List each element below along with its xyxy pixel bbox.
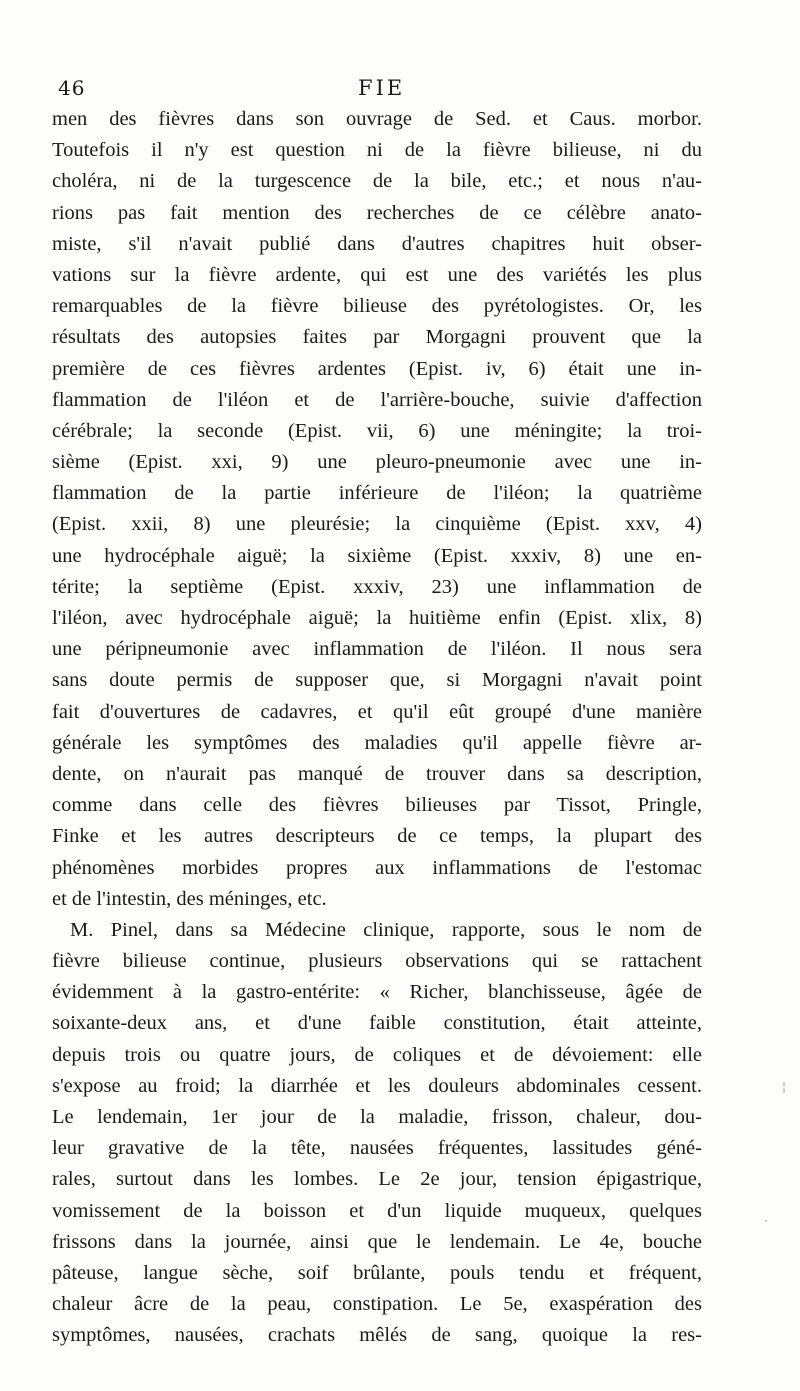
text-line: une hydrocéphale aiguë; la sixième (Epist. xxxiv, 8) une en-	[52, 544, 702, 567]
text-line: chaleur âcre de la peau, constipation. Le 5e, exaspération des	[52, 1293, 702, 1316]
text-line: M. Pinel, dans sa Médecine clinique, rapporte, sous le nom de	[70, 918, 702, 941]
text-line: flammation de la partie inférieure de l'iléon; la quatrième	[52, 482, 702, 505]
text-line: rions pas fait mention des recherches de ce célèbre anato-	[52, 201, 702, 224]
text-line: sans doute permis de supposer que, si Morgagni n'avait point	[52, 669, 702, 692]
text-line: dente, on n'aurait pas manqué de trouver dans sa description,	[52, 762, 702, 785]
text-line: Finke et les autres descripteurs de ce temps, la plupart des	[52, 825, 702, 848]
text-line: Toutefois il n'y est question ni de la fièvre bilieuse, ni du	[52, 139, 702, 162]
text-line: fièvre bilieuse continue, plusieurs observations qui se rattachent	[52, 950, 702, 973]
scan-speck: ·	[764, 1214, 768, 1228]
text-line: phénomènes morbides propres aux inflammations de l'estomac	[52, 856, 702, 879]
text-line: cérébrale; la seconde (Epist. vii, 6) une méningite; la troi-	[52, 419, 702, 442]
text-line: depuis trois ou quatre jours, de coliques et de dévoiement: elle	[52, 1043, 702, 1066]
scan-speck: ¦	[782, 1080, 787, 1094]
text-line: flammation de l'iléon et de l'arrière-bouche, suivie d'affection	[52, 388, 702, 411]
text-line: évidemment à la gastro-entérite: « Richer, blanchisseuse, âgée de	[52, 981, 702, 1004]
text-line: vations sur la fièvre ardente, qui est une des variétés les plus	[52, 263, 702, 286]
page-header	[58, 76, 698, 106]
page-number: 46	[58, 76, 86, 100]
text-line: choléra, ni de la turgescence de la bile, etc.; et nous n'au-	[52, 170, 702, 193]
text-line: générale les symptômes des maladies qu'il appelle fièvre ar-	[52, 731, 702, 754]
text-line: remarquables de la fièvre bilieuse des pyrétologistes. Or, les	[52, 295, 702, 318]
text-line: l'iléon, avec hydrocéphale aiguë; la huitième enfin (Epist. xlix, 8)	[52, 607, 702, 629]
text-line: sième (Epist. xxi, 9) une pleuro-pneumonie avec une in-	[52, 451, 702, 474]
text-line: térite; la septième (Epist. xxxiv, 23) une inflammation de	[52, 575, 702, 598]
running-head: FIE	[358, 76, 406, 100]
text-line: et de l'intestin, des méninges, etc.	[52, 887, 327, 910]
text-line: première de ces fièvres ardentes (Epist. iv, 6) était une in-	[52, 357, 702, 380]
text-line: vomissement de la boisson et d'un liquide muqueux, quelques	[52, 1199, 702, 1222]
text-line: miste, s'il n'avait publié dans d'autres chapitres huit obser-	[52, 232, 702, 255]
text-line: rales, surtout dans les lombes. Le 2e jour, tension épigastrique,	[52, 1168, 702, 1191]
body-text	[52, 104, 702, 1352]
text-line: comme dans celle des fièvres bilieuses par Tissot, Pringle,	[52, 794, 702, 817]
text-line: fait d'ouvertures de cadavres, et qu'il eût groupé d'une manière	[52, 700, 702, 723]
text-line: une péripneumonie avec inflammation de l'iléon. Il nous sera	[52, 638, 702, 661]
text-line: s'expose au froid; la diarrhée et les douleurs abdominales cessent.	[52, 1074, 702, 1097]
text-line: soixante-deux ans, et d'une faible constitution, était atteinte,	[52, 1012, 702, 1035]
text-line: résultats des autopsies faites par Morgagni prouvent que la	[52, 326, 702, 349]
text-line: leur gravative de la tête, nausées fréquentes, lassitudes géné-	[52, 1137, 702, 1160]
text-line: Le lendemain, 1er jour de la maladie, frisson, chaleur, dou-	[52, 1106, 702, 1128]
text-line: frissons dans la journée, ainsi que le lendemain. Le 4e, bouche	[52, 1230, 702, 1253]
text-line: pâteuse, langue sèche, soif brûlante, pouls tendu et fréquent,	[52, 1261, 702, 1284]
text-line: (Epist. xxii, 8) une pleurésie; la cinquième (Epist. xxv, 4)	[52, 513, 702, 536]
text-line: men des fièvres dans son ouvrage de Sed. et Caus. morbor.	[52, 108, 702, 130]
text-line: symptômes, nausées, crachats mêlés de sang, quoique la res-	[52, 1324, 702, 1347]
